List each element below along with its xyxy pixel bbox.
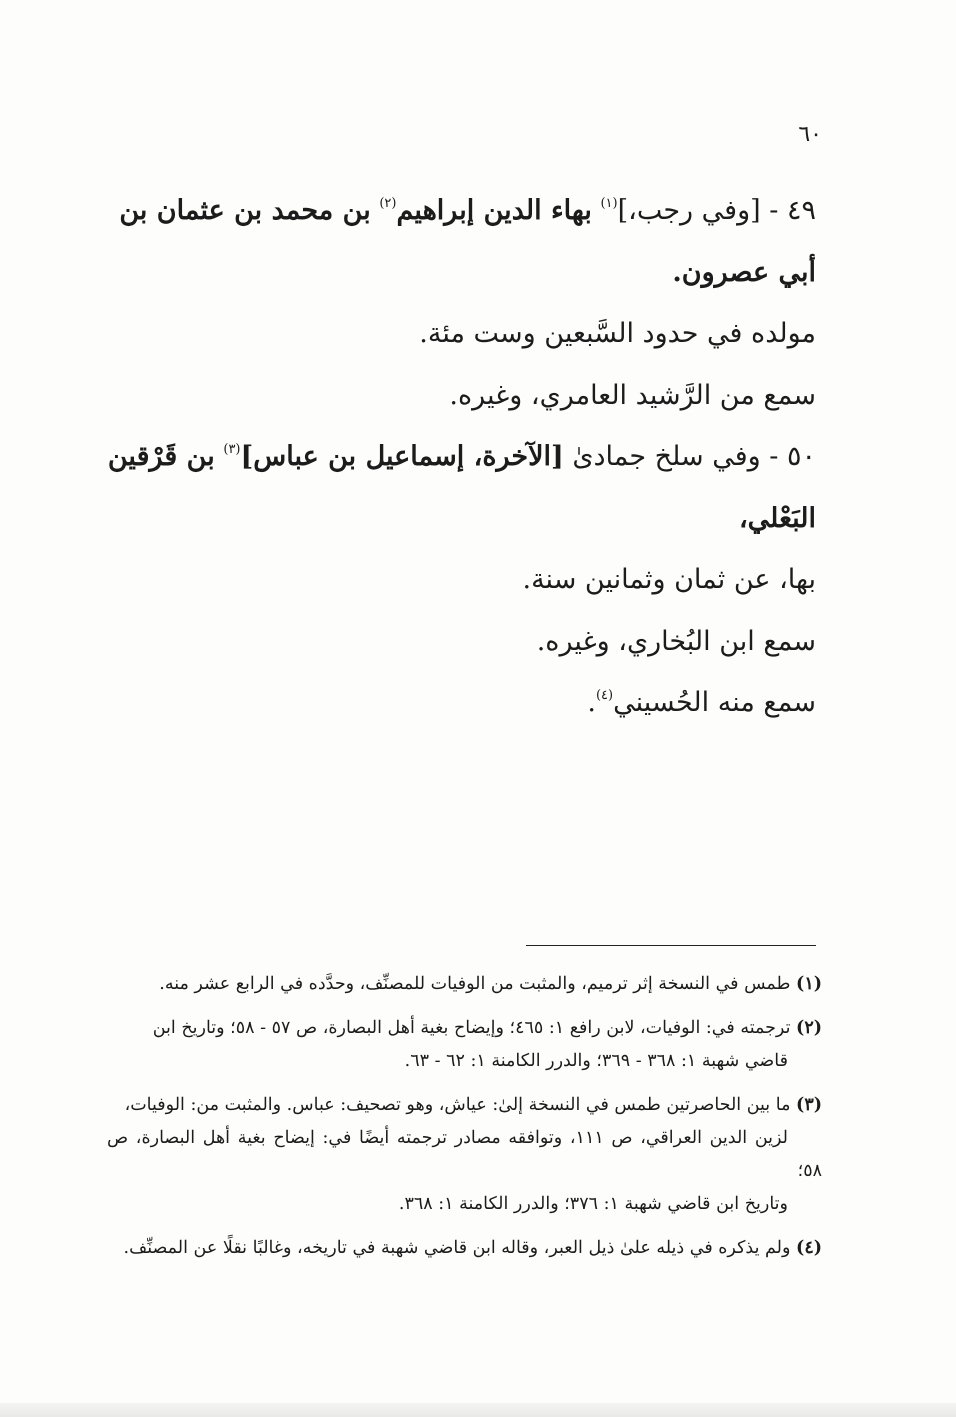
footnote-ref-3[interactable]: (٣) [223, 442, 241, 457]
footnote-3-text-line3: وتاريخ ابن قاضي شهبة ١: ٣٧٦؛ والدرر الكامنة ١: ٣٦٨. [398, 1194, 788, 1214]
entry-49-number: ٤٩ - [769, 195, 816, 226]
footnote-ref-1[interactable]: (١) [600, 196, 618, 211]
footnote-4 [107, 1232, 822, 1265]
footnote-4-text: ولم يذكره في ذيله علىٰ ذيل العبر، وقاله ابن قاضي شهبة في تاريخه، وغالبًا نقلًا عن المصنِّف. [123, 1238, 791, 1258]
entry-49-date: [وفي رجب،] [617, 195, 761, 226]
footnote-3-number: (٣) [796, 1095, 822, 1115]
main-text [106, 180, 816, 734]
page-number: ٦٠ [798, 122, 822, 147]
entry-49-name-b: بن محمد بن عثمان بن [119, 195, 371, 226]
footnote-ref-2[interactable]: (٢) [379, 196, 397, 211]
entry-49-name-a: بهاء الدين إبراهيم [396, 195, 592, 226]
footnote-1-number: (١) [796, 974, 822, 994]
footnote-ref-4[interactable]: (٤) [595, 688, 614, 703]
entry-50-heading-line1 [106, 426, 816, 549]
entry-49-heard: سمع من الرَّشيد العامري، وغيره. [449, 379, 816, 411]
entry-49-heading-line1 [106, 180, 816, 242]
footnote-4-number: (٤) [796, 1238, 822, 1258]
entry-50-heard: سمع ابن البُخاري، وغيره. [536, 625, 816, 657]
entry-50-name-rest: بن قَرْقين البَعْلي، [107, 441, 816, 534]
footnote-1-text: طمس في النسخة إثر ترميم، والمثبت من الوفيات للمصنِّف، وحدَّده في الرابع عشر منه. [159, 974, 791, 994]
entry-49-heading-line2 [106, 242, 816, 304]
footnote-2-number: (٢) [796, 1018, 822, 1038]
entry-50-heard-from-text: سمع منه الحُسيني [613, 687, 816, 718]
entry-50-number: ٥٠ - [769, 441, 816, 472]
entry-49-birth: مولده في حدود السَّبعين وست مئة. [419, 318, 816, 349]
scan-edge [0, 1403, 956, 1417]
footnote-3 [107, 1089, 822, 1221]
footnote-2 [107, 1012, 822, 1078]
entry-50-end-dot: . [587, 687, 596, 718]
footnote-2-text-line1: ترجمته في: الوفيات، لابن رافع ١: ٤٦٥؛ وإيضاح بغية أهل البصارة، ص ٥٧ - ٥٨؛ وتاريخ ابن [152, 1018, 791, 1038]
footnote-divider [526, 945, 816, 946]
entry-50-prefix: وفي سلخ جمادىٰ [572, 441, 761, 472]
entry-50-bracket: [الآخرة، إسماعيل بن عباس] [240, 441, 564, 472]
footnote-3-text-line2: لزين الدين العراقي، ص ١١١، وتوافقه مصادر ترجمته أيضًا في: إيضاح بغية أهل البصارة، ص ٥٨؛ [107, 1128, 822, 1181]
entry-50-heard-from [106, 672, 816, 734]
entry-49-name-c: أبي عصرون. [672, 256, 816, 288]
footnote-2-text-line2: قاضي شهبة ١: ٣٦٨ - ٣٦٩؛ والدرر الكامنة ١: ٦٢ - ٦٣. [404, 1051, 788, 1071]
footnote-3-text-line1: ما بين الحاصرتين طمس في النسخة إلىٰ: عياش، وهو تصحيف: عباس. والمثبت من: الوفيات، [124, 1095, 791, 1115]
entry-50-death: بها، عن ثمان وثمانين سنة. [522, 564, 816, 595]
footnotes [107, 968, 822, 1276]
footnote-1 [107, 968, 822, 1001]
